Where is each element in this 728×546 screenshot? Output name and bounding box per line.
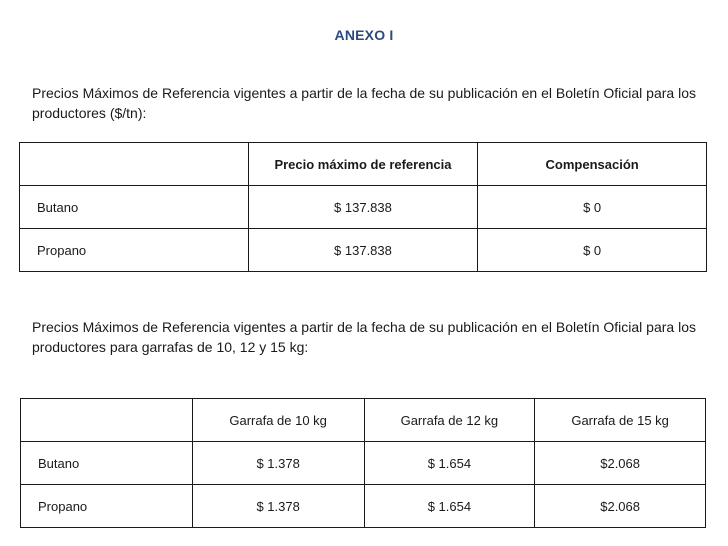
table-header-row <box>21 399 706 442</box>
header-garrafa-15kg: Garrafa de 15 kg <box>535 399 706 442</box>
cell-compensacion-butano: $ 0 <box>478 186 707 229</box>
header-empty-cell <box>21 399 193 442</box>
header-compensacion: Compensación <box>478 143 707 186</box>
cell-compensacion-propano: $ 0 <box>478 229 707 272</box>
reference-price-table <box>19 142 707 272</box>
header-garrafa-10kg: Garrafa de 10 kg <box>192 399 364 442</box>
row-label-propano: Propano <box>21 485 193 528</box>
cell-precio-butano: $ 137.838 <box>248 186 478 229</box>
cell-g12-propano: $ 1.654 <box>364 485 535 528</box>
cell-g10-butano: $ 1.378 <box>192 442 364 485</box>
cell-g10-propano: $ 1.378 <box>192 485 364 528</box>
cell-precio-propano: $ 137.838 <box>248 229 478 272</box>
header-precio-maximo: Precio máximo de referencia <box>248 143 478 186</box>
cell-g15-propano: $2.068 <box>535 485 706 528</box>
table-row <box>21 442 706 485</box>
cell-g12-butano: $ 1.654 <box>364 442 535 485</box>
row-label-propano: Propano <box>20 229 249 272</box>
garrafa-price-table <box>20 398 706 528</box>
header-garrafa-12kg: Garrafa de 12 kg <box>364 399 535 442</box>
table-row <box>21 485 706 528</box>
intro-paragraph-1: Precios Máximos de Referencia vigentes a partir de la fecha de su publicación en el Boletín Oficial para los productores ($/tn): <box>32 85 696 121</box>
table-row <box>20 186 707 229</box>
cell-g15-butano: $2.068 <box>535 442 706 485</box>
intro-paragraph-2: Precios Máximos de Referencia vigentes a partir de la fecha de su publicación en el Boletín Oficial para los productores para garrafas de 10, 12 y 15 kg: <box>32 319 696 355</box>
table-header-row <box>20 143 707 186</box>
header-empty-cell <box>20 143 249 186</box>
table-row <box>20 229 707 272</box>
annex-title: ANEXO I <box>334 27 394 43</box>
row-label-butano: Butano <box>20 186 249 229</box>
row-label-butano: Butano <box>21 442 193 485</box>
